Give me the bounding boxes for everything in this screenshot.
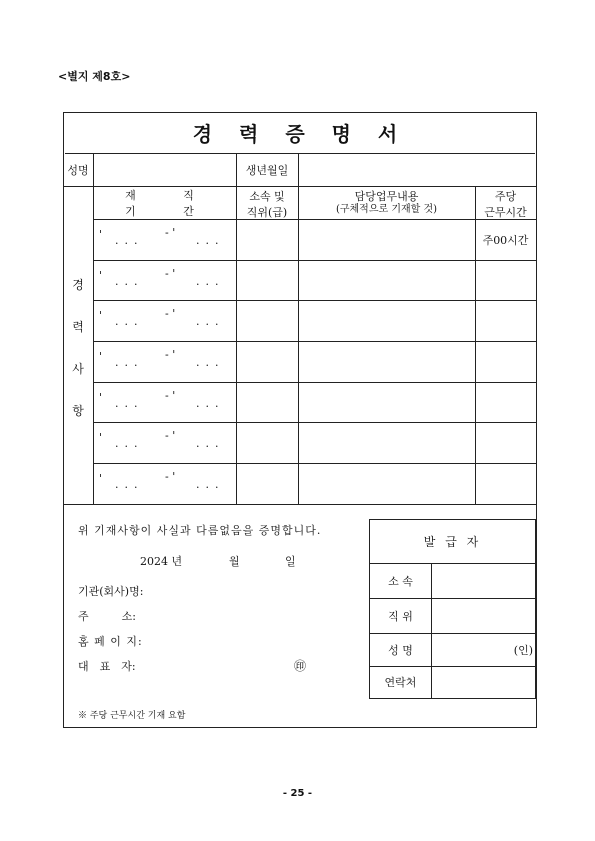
page-number: - 25 - bbox=[282, 788, 313, 799]
period-mark: - ' bbox=[165, 226, 176, 239]
issuer-seal-mark: (인) bbox=[513, 643, 533, 657]
issuer-name-field[interactable] bbox=[431, 633, 535, 666]
period-mark: ' bbox=[99, 309, 103, 322]
period-mark: ... bbox=[115, 275, 144, 288]
header-dept-line2: 직위(급) bbox=[246, 206, 288, 219]
period-mark: ... bbox=[196, 478, 225, 491]
period-mark: ... bbox=[115, 437, 144, 450]
period-mark: ... bbox=[196, 437, 225, 450]
header-duty-line2: (구체적으로 기재할 것) bbox=[335, 204, 438, 215]
header-dept bbox=[236, 188, 298, 219]
period-mark: - ' bbox=[165, 267, 176, 280]
period-mark: - ' bbox=[165, 307, 176, 320]
header-hours-line2: 근무시간 bbox=[484, 206, 527, 219]
org-label: 기관(회사)명: bbox=[78, 585, 144, 598]
period-mark: ... bbox=[196, 234, 225, 247]
attachment-label: <별지 제8호> bbox=[58, 70, 131, 83]
period-mark: ... bbox=[115, 397, 144, 410]
period-mark: - ' bbox=[165, 429, 176, 442]
period-mark: - ' bbox=[165, 348, 176, 361]
period-mark: ... bbox=[115, 234, 144, 247]
period-mark: ' bbox=[99, 431, 103, 444]
document-title: 경 력 증 명 서 bbox=[192, 122, 408, 146]
period-mark: ... bbox=[115, 315, 144, 328]
period-mark: ' bbox=[99, 391, 103, 404]
career-period[interactable] bbox=[93, 220, 235, 260]
name-label: 성명 bbox=[67, 164, 89, 177]
period-mark: ... bbox=[196, 397, 225, 410]
birth-label: 생년월일 bbox=[245, 164, 289, 177]
career-label-char: 력 bbox=[72, 320, 84, 334]
career-bottom-line bbox=[63, 504, 537, 505]
note-text: ※ 주당 근무시간 기재 요함 bbox=[78, 711, 186, 721]
header-dept-line1: 소속 및 bbox=[249, 190, 285, 203]
address-label: 주 소: bbox=[78, 610, 136, 623]
seal-icon: ㊞ bbox=[294, 659, 307, 673]
career-period[interactable] bbox=[93, 383, 235, 423]
period-mark: ... bbox=[115, 478, 144, 491]
header-hours-line1: 주당 bbox=[494, 190, 517, 203]
representative-label: 대 표 자: bbox=[78, 660, 136, 673]
career-period[interactable] bbox=[93, 261, 235, 301]
issuer-position-field[interactable] bbox=[431, 598, 535, 633]
certify-month: 월 bbox=[229, 555, 240, 568]
title-box bbox=[65, 112, 535, 154]
homepage-label: 홈 페 이 지: bbox=[78, 635, 143, 648]
header-period: 재 직 기 간 bbox=[125, 188, 216, 218]
period-mark: ' bbox=[99, 350, 103, 363]
certify-year: 2024 년 bbox=[140, 555, 183, 568]
issuer-header: 발 급 자 bbox=[423, 535, 482, 549]
birth-field[interactable] bbox=[298, 154, 536, 186]
name-field[interactable] bbox=[93, 154, 236, 186]
certify-day: 일 bbox=[285, 555, 296, 568]
certify-statement: 위 기재사항이 사실과 다름없음을 증명합니다. bbox=[78, 524, 322, 537]
career-period[interactable] bbox=[93, 301, 235, 341]
period-mark: ... bbox=[196, 356, 225, 369]
career-period[interactable] bbox=[93, 423, 235, 463]
issuer-dept-label: 소 속 bbox=[388, 574, 413, 588]
career-period[interactable] bbox=[93, 342, 235, 382]
header-duty bbox=[298, 188, 475, 219]
issuer-name-label: 성 명 bbox=[388, 643, 413, 657]
issuer-position-label: 직 위 bbox=[388, 609, 413, 623]
issuer-dept-field[interactable] bbox=[431, 563, 535, 598]
period-mark: - ' bbox=[165, 470, 176, 483]
period-mark: ' bbox=[99, 228, 103, 241]
header-hours bbox=[475, 188, 536, 219]
career-label-char: 사 bbox=[72, 362, 84, 376]
issuer-contact-label: 연락처 bbox=[384, 676, 417, 689]
career-label-char: 항 bbox=[72, 404, 84, 418]
period-mark: ... bbox=[196, 275, 225, 288]
hours-cell[interactable]: 주00시간 bbox=[482, 234, 529, 247]
career-period[interactable] bbox=[93, 464, 235, 504]
period-mark: ' bbox=[99, 269, 103, 282]
header-duty-line1: 담당업무내용 bbox=[354, 190, 419, 203]
issuer-contact-field[interactable] bbox=[431, 666, 535, 698]
period-mark: - ' bbox=[165, 389, 176, 402]
period-mark: ... bbox=[196, 315, 225, 328]
period-mark: ... bbox=[115, 356, 144, 369]
issuer-box bbox=[369, 519, 536, 699]
period-mark: ' bbox=[99, 472, 103, 485]
career-label-char: 경 bbox=[72, 278, 84, 292]
